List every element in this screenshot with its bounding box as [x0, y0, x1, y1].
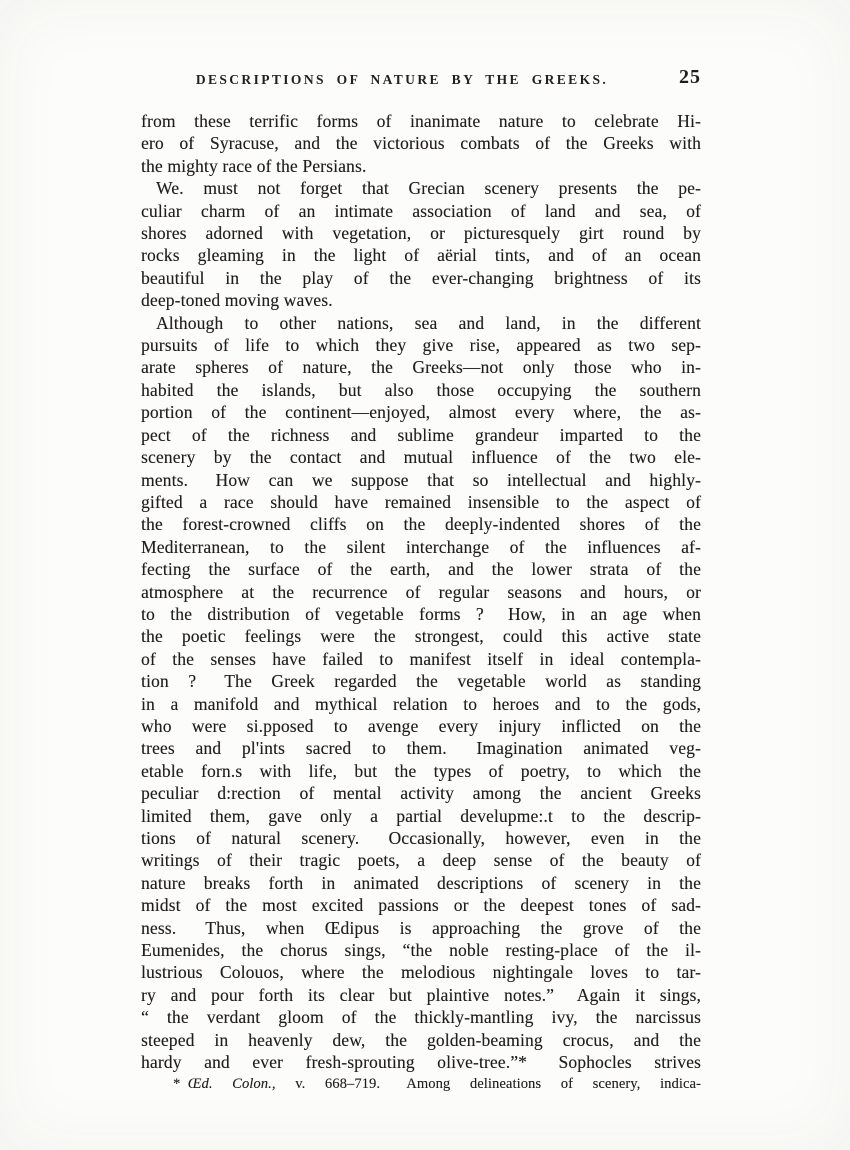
text-line: culiar charm of an intimate association of land and sea, of [141, 200, 701, 221]
text-line: the poetic feelings were the strongest, could this active state [141, 626, 701, 647]
text-line: midst of the most excited passions or the deepest tones of sad- [141, 895, 701, 916]
text-line: to the distribution of vegetable forms ? How, in an age when [141, 603, 701, 624]
page-number: 25 [679, 66, 701, 88]
text-line: from these terrific forms of inanimate nature to celebrate Hi- [141, 111, 701, 131]
text-line: tion ? The Greek regarded the vegetable world as standing [141, 671, 701, 692]
text-line: habited the islands, but also those occupying the southern [141, 379, 701, 400]
text-line: tions of natural scenery. Occasionally, however, even in the [141, 828, 701, 848]
text-line: arate spheres of nature, the Greeks—not only those who in- [141, 357, 701, 378]
text-line: portion of the continent—enjoyed, almost every where, the as- [141, 402, 701, 423]
text-line: Although to other nations, sea and land, in the different [156, 312, 701, 333]
text-line: ero of Syracuse, and the victorious combats of the Greeks with [141, 133, 701, 154]
footnote-text: v. 668–719. Among delineations of scenery, indica- [275, 1076, 701, 1093]
text-line: hardy and ever fresh-sprouting olive-tree.”* Sophocles strives [141, 1052, 701, 1073]
text-line: of the senses have failed to manifest itself in ideal contempla- [141, 648, 701, 669]
text-line: deep-toned moving waves. [141, 290, 333, 311]
text-line: ry and pour forth its clear but plaintive notes.” Again it sings, [141, 984, 701, 1005]
text-line: limited them, gave only a partial develupme:.t to the descrip- [141, 805, 701, 826]
text-line: beautiful in the play of the ever-changing brightness of its [141, 267, 701, 288]
text-line: ments. How can we suppose that so intellectual and highly- [141, 469, 701, 490]
body-text [141, 110, 701, 1073]
text-line: lustrious Colouos, where the melodious nightingale loves to tar- [141, 962, 701, 983]
footnote-citation: Œd. Colon., [187, 1076, 276, 1093]
text-line: atmosphere at the recurrence of regular seasons and hours, or [141, 581, 701, 602]
text-line: peculiar d:rection of mental activity among the ancient Greeks [141, 783, 701, 804]
text-line: writings of their tragic poets, a deep sense of the beauty of [141, 850, 701, 871]
footnote-text: * [173, 1076, 188, 1093]
text-line: Eumenides, the chorus sings, “the noble resting-place of the il- [141, 940, 701, 961]
text-line: steeped in heavenly dew, the golden-beaming crocus, and the [141, 1029, 701, 1050]
footnote [141, 1074, 701, 1094]
text-line: scenery by the contact and mutual influence of the two ele- [141, 447, 701, 468]
text-line: trees and pl'ints sacred to them. Imagination animated veg- [141, 738, 701, 759]
text-line: fecting the surface of the earth, and the lower strata of the [141, 559, 701, 580]
text-line: pursuits of life to which they give rise, appeared as two sep- [141, 335, 701, 356]
text-line: gifted a race should have remained insensible to the aspect of [141, 491, 701, 512]
text-line: nature breaks forth in animated descriptions of scenery in the [141, 872, 701, 893]
page-header [141, 66, 701, 110]
text-line: ness. Thus, when Œdipus is approaching the grove of the [141, 917, 701, 938]
text-line: the forest-crowned cliffs on the deeply-indented shores of the [141, 514, 701, 535]
text-line: who were si.pposed to avenge every injury inflicted on the [141, 715, 701, 736]
text-line: shores adorned with vegetation, or picturesquely girt round by [141, 223, 701, 244]
text-line: the mighty race of the Persians. [141, 155, 367, 176]
running-title: DESCRIPTIONS OF NATURE BY THE GREEKS. [195, 72, 609, 87]
text-line: Mediterranean, to the silent interchange of the influences af- [141, 536, 701, 557]
text-line: pect of the richness and sublime grandeur imparted to the [141, 424, 701, 445]
text-line: etable forn.s with life, but the types of poetry, to which the [141, 760, 701, 781]
text-line: We. must not forget that Grecian scenery presents the pe- [156, 178, 701, 199]
text-line: rocks gleaming in the light of aërial tints, and of an ocean [141, 245, 701, 266]
text-line: “ the verdant gloom of the thickly-mantling ivy, the narcissus [141, 1007, 701, 1028]
text-block [141, 66, 701, 1094]
text-line: in a manifold and mythical relation to heroes and to the gods, [141, 693, 701, 714]
